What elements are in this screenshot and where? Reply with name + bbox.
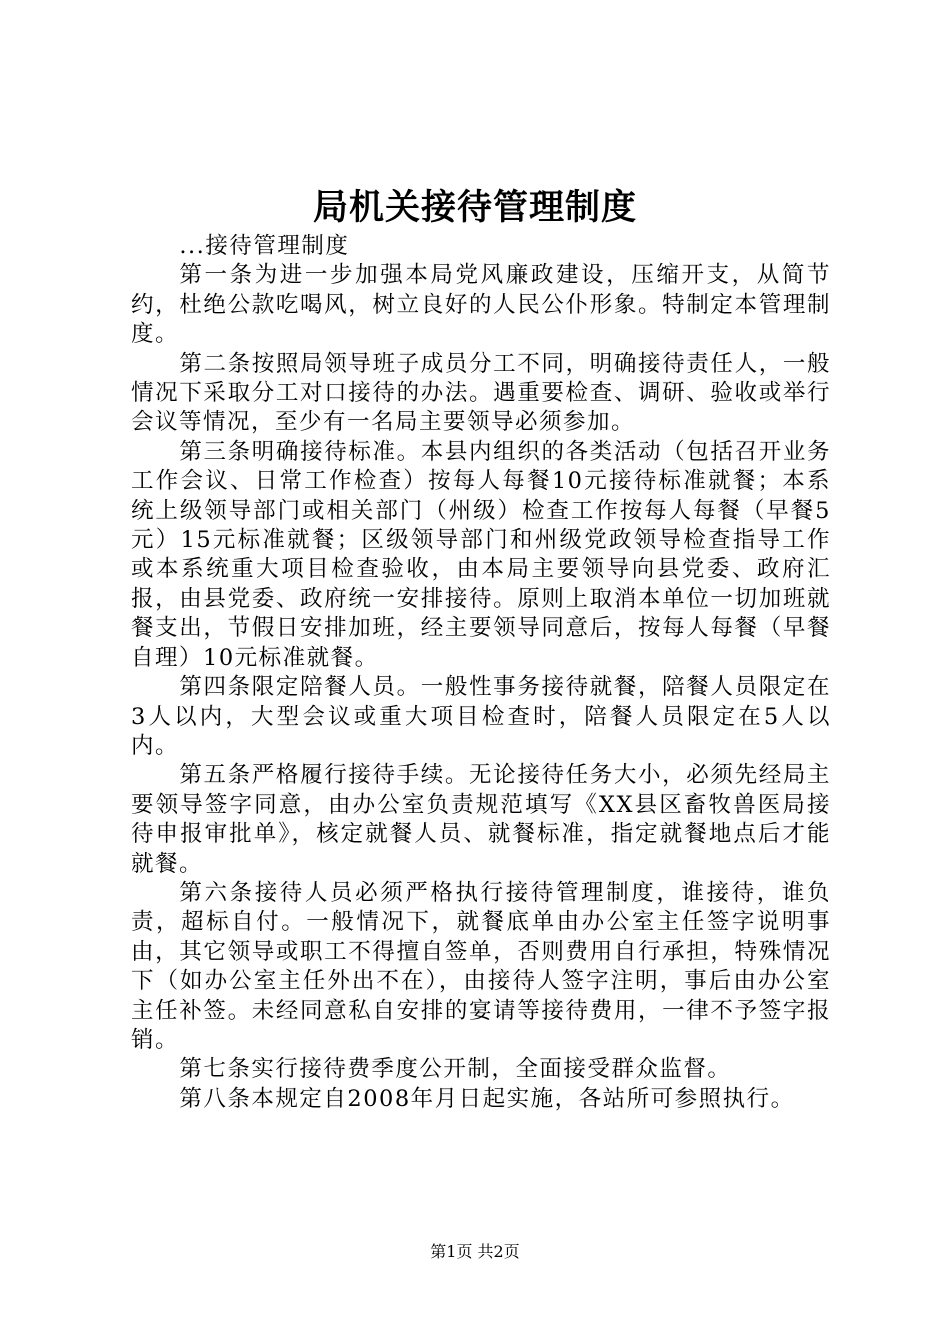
- document-title: 局机关接待管理制度: [312, 187, 637, 228]
- article-8: 第八条本规定自2008年月日起实施，各站所可参照执行。: [179, 1085, 795, 1112]
- document-subtitle: ...接待管理制度: [179, 233, 350, 259]
- article-1: 第一条为进一步加强本局党风廉政建设，压缩开支，从简节约，杜绝公款吃喝风，树立良好的人民公仆形象。特制定本管理制度。: [131, 262, 831, 348]
- article-3: 第三条明确接待标准。本县内组织的各类活动（包括召开业务工作会议、日常工作检查）按每人每餐10元接待标准就餐；本系统上级领导部门或相关部门（州级）检查工作按每人每餐（早餐5元）15元标准就餐；区级领导部门和州级党政领导检查指导工作或本系统重大项目检查验收，由本局主要领导向县党委、政府汇报，由县党委、政府统一安排接待。原则上取消本单位一切加班就餐支出，节假日安排加班，经主要领导同意后，按每人每餐（早餐自理）10元标准就餐。: [131, 438, 831, 671]
- article-2: 第二条按照局领导班子成员分工不同，明确接待责任人，一般情况下采取分工对口接待的办法。遇重要检查、调研、验收或举行会议等情况，至少有一名局主要领导必须参加。: [131, 350, 831, 436]
- article-5: 第五条严格履行接待手续。无论接待任务大小，必须先经局主要领导签字同意，由办公室负责规范填写《XX县区畜牧兽医局接待申报审批单》，核定就餐人员、就餐标准，指定就餐地点后才能就餐。: [131, 762, 831, 877]
- article-7: 第七条实行接待费季度公开制，全面接受群众监督。: [179, 1056, 732, 1083]
- article-6: 第六条接待人员必须严格执行接待管理制度，谁接待，谁负责，超标自付。一般情况下，就餐底单由办公室主任签字说明事由，其它领导或职工不得擅自签单，否则费用自行承担，特殊情况下（如办公室主任外出不在），由接待人签字注明，事后由办公室主任补签。未经同意私自安排的宴请等接待费用，一律不予签字报销。: [131, 879, 831, 1053]
- page-number-footer: 第1页 共2页: [430, 1242, 520, 1261]
- article-4: 第四条限定陪餐人员。一般性事务接待就餐，陪餐人员限定在3人以内，大型会议或重大项目检查时，陪餐人员限定在5人以内。: [131, 674, 831, 759]
- document-body: [131, 232, 831, 1114]
